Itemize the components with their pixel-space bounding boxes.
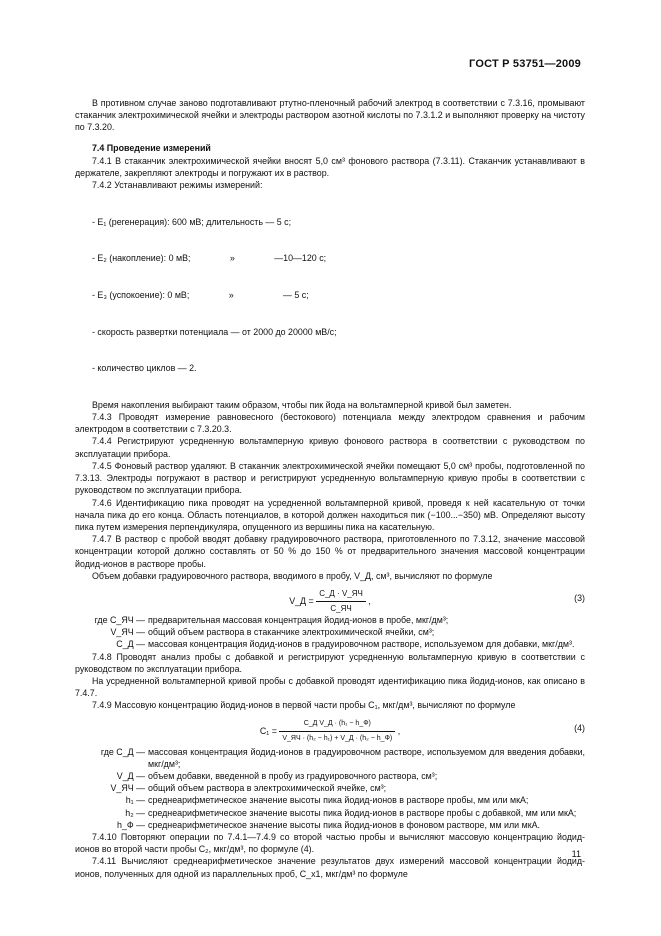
- paragraph-7-4-5: 7.4.5 Фоновый раствор удаляют. В стаканчик электрохимической ячейки помещают 5,0 см³ пробы, подготовленной по 7.3.13. Электроды погружают в раствор и регистрируют усредненную вольтамперную кривую пробы в соответствии с руководством по эксплуатации прибора.: [75, 460, 585, 496]
- formula-3-numerator: C_Д · V_ЯЧ: [316, 588, 366, 602]
- document-header: ГОСТ Р 53751—2009: [469, 58, 581, 70]
- paragraph-7-4-8: 7.4.8 Проводят анализ пробы с добавкой и регистрируют усредненную вольтамперную кривую в соответствии с руководством по эксплуатации прибора.: [75, 651, 585, 674]
- definition-row: [75, 746, 585, 770]
- definition-symbol: где C_ЯЧ —: [94, 614, 145, 625]
- definition-row: [75, 614, 585, 626]
- definition-row: [75, 807, 585, 819]
- definition-text: массовая концентрация йодид-ионов в градуировочном растворе, используемом для введения добавки, мкг/дм³;: [148, 746, 585, 769]
- paragraph-7-4-2: 7.4.2 Устанавливают режимы измерений:: [92, 180, 263, 191]
- mode-item: - количество циклов — 2.: [92, 363, 197, 374]
- definition-row: [75, 794, 585, 806]
- accumulation-note: Время накопления выбирают таким образом, чтобы пик йода на вольтамперной кривой был заметен.: [92, 399, 512, 410]
- formula-3-definitions: [75, 614, 585, 651]
- formula-4-tail: ,: [397, 725, 401, 736]
- mode-item: - скорость развертки потенциала — от 2000 до 20000 мВ/с;: [92, 326, 337, 337]
- definition-text: общий объем раствора в электрохимической ячейке, см³;: [148, 783, 387, 794]
- mode-item: - E₁ (регенерация): 600 мВ; длительность — 5 с;: [92, 216, 292, 227]
- paragraph-7-4-3: 7.4.3 Проводят измерение равновесного (бестокового) потенциала между электродом сравнения и рабочим электродом в соответствии с 7.3.20.3.: [75, 412, 585, 435]
- definition-text: среднеарифметическое значение высоты пика йодид-ионов в растворе пробы с добавкой, мм или мкА;: [148, 807, 577, 818]
- formula-3-fraction: [316, 588, 366, 615]
- paragraph-7-4-1: 7.4.1 В стаканчик электрохимической ячейки вносят 5,0 см³ фонового раствора (7.3.11). Стаканчик устанавливают в держателе, закрепляют электроды и погружают их в раствор.: [75, 155, 585, 179]
- intro-paragraph: В противном случае заново подготавливают ртутно-пленочный рабочий электрод в соответствии с 7.3.16, промывают стаканчик электрохимической ячейки и электроды раствором азотной кислоты по 7.3.1.2 и выполняют проверку на чистоту по 7.3.20.: [75, 98, 585, 133]
- formula-4-fraction: [279, 718, 395, 745]
- formula-4-numerator: C_Д V_Д · (h₁ − h_Ф): [279, 718, 395, 732]
- formula-3-lhs: V_Д =: [289, 595, 314, 606]
- volume-intro: Объем добавки градуировочного раствора, вводимого в пробу, V_Д, см³, вычисляют по формуле: [92, 570, 493, 581]
- definition-symbol: где C_Д —: [100, 746, 145, 757]
- formula-3-number: (3): [574, 592, 585, 603]
- paragraph-7-4-4: 7.4.4 Регистрируют усредненную вольтамперную кривую фонового раствора в соответствии с руководством по эксплуатации прибора.: [75, 436, 585, 459]
- definition-row: [75, 770, 585, 782]
- mode-item: - E₂ (накопление): 0 мВ; » —10—120 с;: [92, 253, 327, 264]
- formula-3-denominator: C_ЯЧ: [330, 604, 352, 614]
- definition-symbol: h₂ —: [125, 807, 145, 818]
- definition-symbol: V_ЯЧ —: [110, 783, 145, 794]
- definition-text: предварительная массовая концентрация йодид-ионов в пробе, мкг/дм³;: [148, 614, 449, 625]
- formula-4: [75, 714, 585, 744]
- mode-item: - E₃ (успокоение): 0 мВ; » — 5 с;: [92, 290, 309, 301]
- definition-text: общий объем раствора в стаканчике электрохимической ячейки, см³;: [148, 627, 435, 638]
- definition-text: среднеарифметическое значение высоты пика йодид-ионов в фоновом растворе, мм или мкА.: [148, 819, 540, 830]
- formula-4-definitions: [75, 746, 585, 831]
- definition-row: [75, 626, 585, 638]
- definition-symbol: h_Ф —: [117, 819, 145, 830]
- formula-4-number: (4): [574, 722, 585, 733]
- definition-symbol: h₁ —: [125, 795, 145, 806]
- definition-symbol: V_ЯЧ —: [110, 627, 145, 638]
- section-title: 7.4 Проведение измерений: [92, 142, 211, 153]
- page-number: 11: [571, 849, 581, 859]
- paragraph-7-4-11: 7.4.11 Вычисляют среднеарифметическое значение результатов двух измерений массовой концентрации йодид-ионов, полученных для одной из параллельных проб, C_x1, мкг/дм³ по формуле: [75, 856, 585, 879]
- page-body: [75, 97, 585, 880]
- formula-4-lhs: C₁ =: [259, 725, 277, 736]
- definition-text: среднеарифметическое значение высоты пика йодид-ионов в растворе пробы, мм или мкА;: [148, 795, 529, 806]
- formula-3-tail: ,: [368, 595, 371, 606]
- formula-3: [75, 584, 585, 612]
- paragraph-7-4-9: 7.4.9 Массовую концентрацию йодид-ионов в первой части пробы C₁, мкг/дм³, вычисляют по формуле: [92, 700, 516, 711]
- paragraph-7-4-10: 7.4.10 Повторяют операции по 7.4.1—7.4.9 со второй частью пробы и вычисляют массовую концентрацию йодид-ионов во второй части пробы C₂, мкг/дм³, по формуле (4).: [75, 831, 585, 855]
- definition-text: объем добавки, введенной в пробу из градуировочного раствора, см³;: [148, 770, 438, 781]
- modes-list: [75, 191, 585, 398]
- definition-row: [75, 819, 585, 831]
- paragraph-7-4-8-b: На усредненной вольтамперной кривой пробы с добавкой проводят идентификацию пика йодид-ионов, как описано в 7.4.7.: [75, 675, 585, 699]
- formula-4-denominator: V_ЯЧ · (h₂ − h₁) + V_Д · (h₂ − h_Ф): [282, 734, 393, 742]
- definition-symbol: C_Д —: [116, 639, 145, 650]
- definition-row: [75, 782, 585, 794]
- paragraph-7-4-7: 7.4.7 В раствор с пробой вводят добавку градуировочного раствора, приготовленного по 7.3.12, значение массовой концентрации которой должно составлять от 50 % до 150 % от предварительного значения массовой концентрации йодид-ионов в растворе пробы.: [75, 534, 585, 569]
- definition-text: массовая концентрация йодид-ионов в градуировочном растворе, используемом для добавки, мкг/дм³.: [148, 639, 575, 650]
- paragraph-7-4-6: 7.4.6 Идентификацию пика проводят на усредненной вольтамперной кривой, проведя к ней касательную от точки начала пика до его конца. Область потенциалов, в которой должен находиться пик (−100...−350) мВ. Определяют высоту пика путем измерения перпендикуляра, опущенного из вершины пика на касательную.: [75, 497, 585, 532]
- definition-symbol: V_Д —: [116, 770, 145, 781]
- definition-row: [75, 638, 585, 650]
